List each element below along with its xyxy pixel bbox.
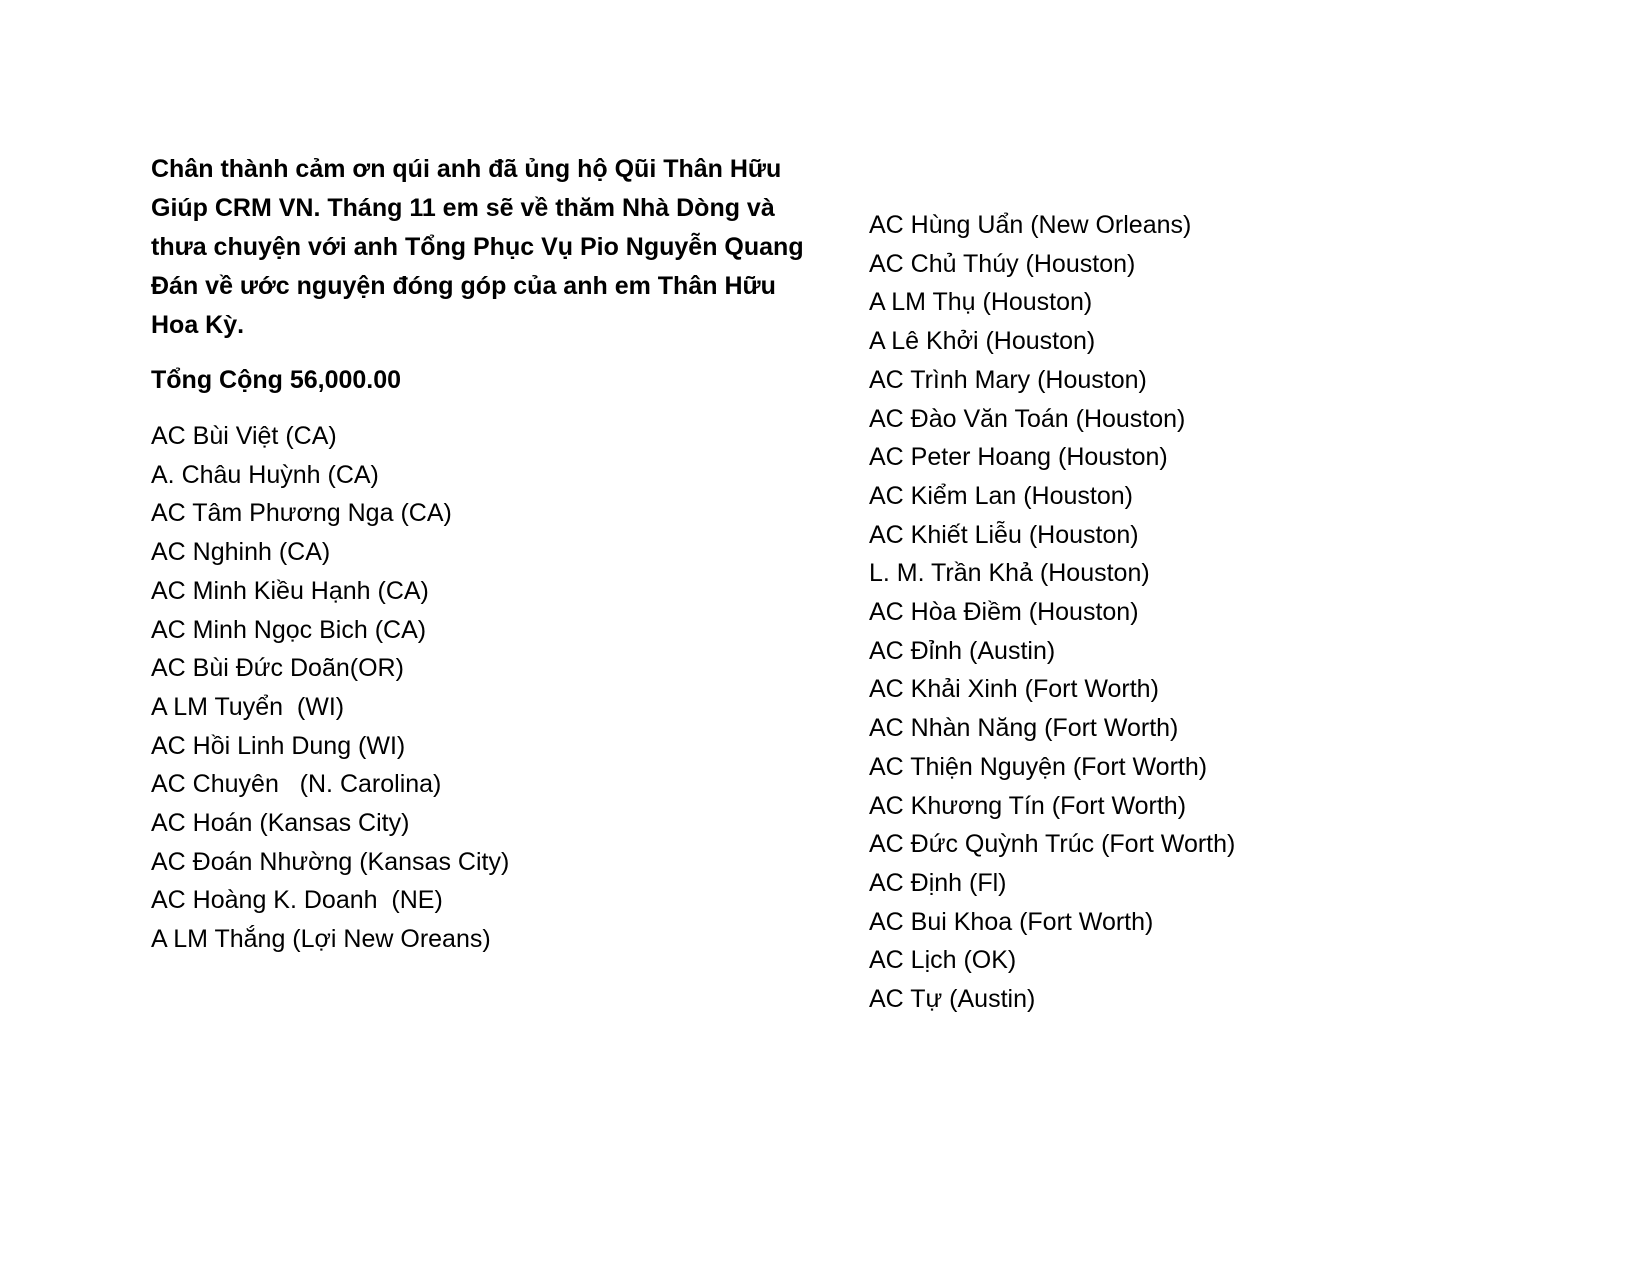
right-donor-list [869,206,1429,1019]
donor-item: A LM Thắng (Lợi New Oreans) [151,925,491,954]
donor-item: AC Trình Mary (Houston) [869,365,1147,394]
donor-item: L. M. Trần Khả (Houston) [869,559,1150,588]
donor-item: AC Khải Xinh (Fort Worth) [869,675,1159,704]
donor-item: A LM Thụ (Houston) [869,288,1093,317]
left-column [151,150,811,959]
total-amount: Tổng Cộng 56,000.00 [151,366,402,394]
donor-item: AC Hoàng K. Doanh (NE) [151,886,443,915]
donor-item: AC Tự (Austin) [869,985,1036,1014]
donor-item: AC Nhàn Năng (Fort Worth) [869,714,1179,743]
donor-item: AC Kiểm Lan (Houston) [869,481,1134,510]
left-donor-list [151,417,811,959]
donor-item: AC Hùng Uẩn (New Orleans) [869,211,1192,239]
donor-item: A Lê Khởi (Houston) [869,327,1096,356]
donor-item: AC Lịch (OK) [869,946,1017,975]
donor-item: AC Tâm Phương Nga (CA) [151,499,452,528]
donor-item: AC Bui Khoa (Fort Worth) [869,907,1154,936]
donor-item: AC Hoán (Kansas City) [151,809,410,838]
donor-item: AC Đỉnh (Austin) [869,636,1056,665]
donor-item: AC Bùi Việt (CA) [151,422,337,450]
donor-item: AC Nghinh (CA) [151,538,331,567]
donor-item: AC Chuyên (N. Carolina) [151,770,442,799]
donor-item: AC Minh Kiều Hạnh (CA) [151,576,429,605]
donor-item: AC Bùi Đức Doãn(OR) [151,654,404,683]
donor-item: AC Đoán Nhường (Kansas City) [151,847,510,876]
donor-item: AC Đức Quỳnh Trúc (Fort Worth) [869,830,1236,859]
donor-item: AC Hòa Điềm (Houston) [869,598,1139,627]
donor-item: AC Đào Văn Toán (Houston) [869,404,1186,433]
donor-item: AC Peter Hoang (Houston) [869,443,1168,472]
donor-item: AC Minh Ngọc Bich (CA) [151,615,427,644]
donor-item: A LM Tuyển (WI) [151,692,345,721]
donor-item: AC Khương Tín (Fort Worth) [869,791,1187,820]
donor-item: AC Thiện Nguyện (Fort Worth) [869,752,1208,781]
donor-item: AC Hồi Linh Dung (WI) [151,731,406,760]
donor-item: AC Định (Fl) [869,868,1007,897]
donor-item: A. Châu Huỳnh (CA) [151,460,379,489]
donor-item: AC Khiết Liễu (Houston) [869,520,1139,549]
right-column [869,206,1429,1019]
intro-paragraph: Chân thành cảm ơn qúi anh đã ủng hộ Qũi Thân Hữu Giúp CRM VN. Tháng 11 em sẽ về thăm Nhà Dòng và thưa chuyện với anh Tổng Phục Vụ Pio Nguyễn Quang Đán về ước nguyện đóng góp của anh em Thân Hữu Hoa Kỳ. [151,155,804,339]
donor-item: AC Chủ Thúy (Houston) [869,249,1136,278]
